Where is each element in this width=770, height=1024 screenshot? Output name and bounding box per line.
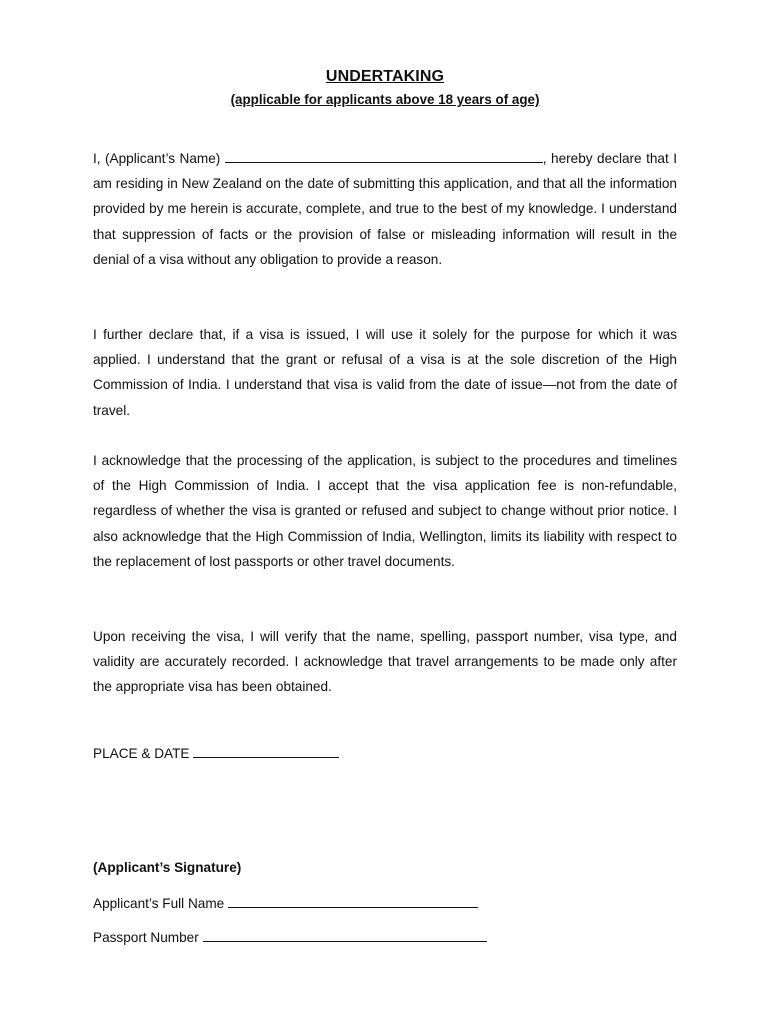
place-date-row — [93, 743, 339, 761]
applicant-name-prefix: I, (Applicant’s Name) — [93, 151, 221, 166]
applicant-name-field[interactable] — [225, 148, 543, 163]
document-title: UNDERTAKING — [325, 68, 445, 85]
full-name-label: Applicant’s Full Name — [93, 896, 225, 911]
applicant-name-suffix: , hereby declare — [542, 151, 642, 166]
visa-use-paragraph: I further declare that, if a visa is issued, I will use it solely for the purpose for which it was applied. I understand that the grant or refusal of a visa is at the sole discretion of the High Commission of India. I understand that visa is valid from the date of issue—not from the date of travel. — [93, 327, 677, 418]
declaration-paragraph — [93, 146, 677, 272]
document-subtitle: (applicable for applicants above 18 years of age) — [230, 92, 540, 107]
processing-paragraph: I acknowledge that the processing of the application, is subject to the procedures and timelines of the High Commission of India. I accept that the visa application fee is non-refundable, regardless of whether the visa is granted or refused and subject to change without prior notice. I also acknowledge that the High Commission of India, Wellington, limits its liability with respect to the replacement of lost passports or other travel documents. — [93, 453, 677, 569]
full-name-field[interactable] — [228, 893, 478, 908]
signature-label: (Applicant’s Signature) — [93, 860, 242, 875]
passport-row — [93, 927, 487, 945]
declaration-text: that I am residing in New Zealand on the date of submitting this application, and that all the information provided by me herein is accurate, complete, and true to the best of my knowledge. I understand that suppression of facts or the provision of false or misleading information will result in the denial of a visa without any obligation to provide a reason. — [93, 151, 678, 267]
place-date-field[interactable] — [193, 743, 339, 758]
passport-label: Passport Number — [93, 930, 199, 945]
verification-paragraph: Upon receiving the visa, I will verify that the name, spelling, passport number, visa type, and validity are accurately recorded. I acknowledge that travel arrangements to be made only after the appropriate visa has been obtained. — [93, 629, 677, 695]
passport-number-field[interactable] — [203, 927, 487, 942]
full-name-row — [93, 893, 478, 911]
place-date-label: PLACE & DATE — [93, 746, 190, 761]
